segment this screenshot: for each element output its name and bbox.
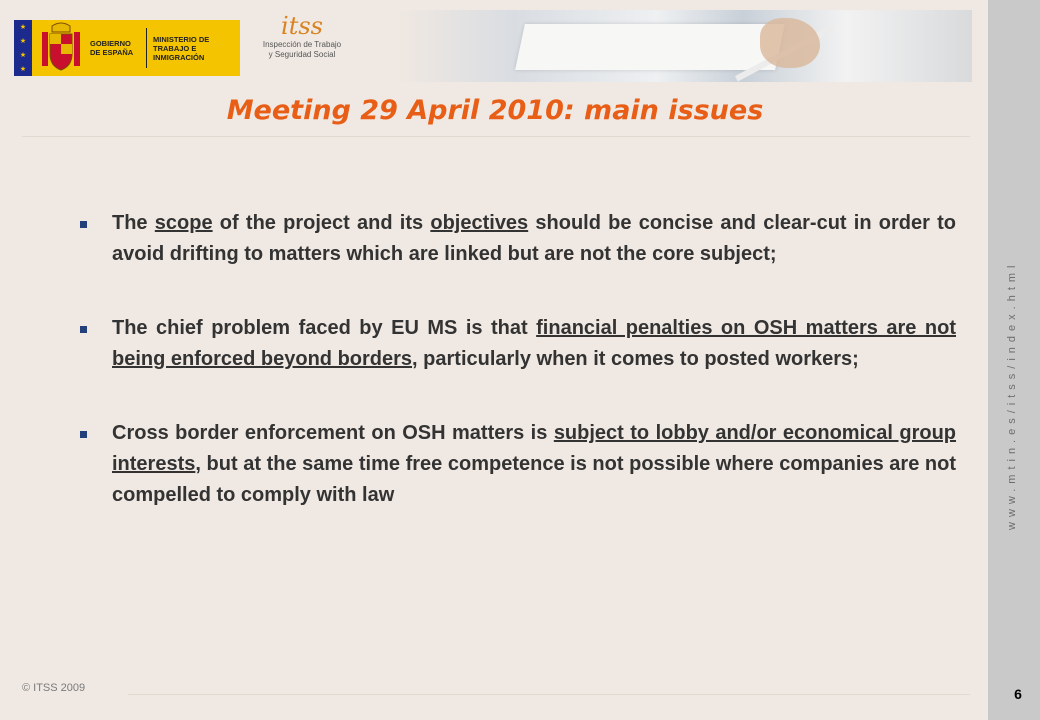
bullet-text: , but at the same time free competence is not possible where companies are not compelled to comply with law — [112, 453, 956, 506]
bullet-text: The chief problem faced by EU MS is that — [112, 317, 537, 339]
bullet-item — [80, 208, 956, 270]
eu-flag-icon: ★ ★ ★ ★ — [14, 20, 32, 76]
bullet-text: The — [112, 212, 155, 234]
slide-title: Meeting 29 April 2010: main issues — [226, 95, 764, 126]
bullet-text: of the project and its — [212, 212, 431, 234]
ministry-text: MINISTERIO DE TRABAJO E INMIGRACIÓN — [153, 34, 210, 62]
government-text: GOBIERNO DE ESPAÑA — [90, 39, 134, 57]
bullet-square-icon — [80, 431, 87, 438]
photo-hand — [760, 18, 820, 68]
bullet-text: Cross border enforcement on OSH matters is — [112, 422, 554, 444]
footer-divider — [128, 694, 970, 695]
bullet-text-underlined: subject to lobby and/or economical group interests — [112, 422, 957, 475]
header-photo — [400, 10, 972, 82]
bullet-square-icon — [80, 326, 87, 333]
page-number: 6 — [1014, 686, 1022, 702]
bullet-text-underlined: financial penalties on OSH matters are not being enforced beyond borders — [112, 317, 956, 370]
title-divider — [22, 136, 970, 137]
bullet-item — [80, 313, 956, 375]
logo-divider — [146, 28, 147, 68]
government-logo — [14, 20, 240, 76]
bullet-list — [80, 208, 956, 554]
copyright-text: © ITSS 2009 — [22, 682, 86, 694]
itss-mark: itss — [281, 12, 323, 40]
coat-of-arms-icon — [38, 22, 84, 74]
photo-paper — [515, 24, 785, 70]
itss-logo — [262, 10, 342, 72]
sidebar-url: www.mtin.es/itss/index.html — [1006, 260, 1018, 530]
itss-caption: Inspección de Trabajo y Seguridad Social — [262, 40, 342, 59]
bullet-square-icon — [80, 221, 87, 228]
bullet-text: , particularly when it comes to posted workers; — [412, 348, 859, 370]
bullet-text: should be concise and clear-cut in order to avoid drifting to matters which are linked but are not the core subject; — [112, 212, 956, 265]
bullet-text-underlined: objectives — [430, 212, 529, 234]
bullet-text-underlined: scope — [154, 212, 213, 234]
bullet-item — [80, 418, 956, 511]
